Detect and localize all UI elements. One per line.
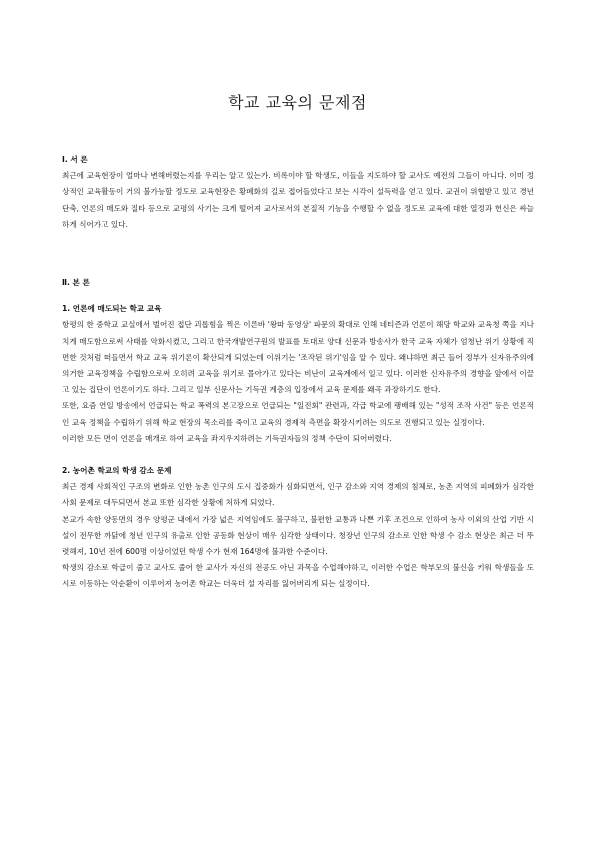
media-paragraph-3: 이러한 모든 면이 언론을 매개로 하여 교육을 좌지우지하려는 기득권자들의 정책 수단이 되어버렸다. — [62, 433, 392, 443]
subsection-heading-rural-schools: 2. 농어촌 학교의 학생 감소 문제 — [62, 466, 172, 476]
section-heading-main: Ⅱ. 본 론 — [62, 278, 90, 288]
rural-paragraph-3: 학생의 감소로 학급이 줄고 교사도 줄어 한 교사가 자신의 전공도 아닌 과목을 수업해야하고, 이러한 수업은 학부모의 불신을 키워 학생들을 도시로 이동하는 악순환이 이루어져 농어촌 학교는 더욱더 설 자리를 잃어버리게 되는 실정이다. — [62, 563, 534, 589]
rural-paragraph-1: 최근 경제 사회적인 구조의 변화로 인한 농촌 인구의 도시 집중화가 심화되면서, 인구 감소와 지역 경제의 침체로, 농촌 지역의 피폐화가 심각한 사회 문제로 대두되면서 본교 또한 심각한 상황에 처하게 되었다. — [62, 482, 534, 508]
rural-paragraph-2: 본교가 속한 양동면의 경우 양평군 내에서 가장 넓은 지역임에도 불구하고, 불편한 교통과 나쁜 기후 조건으로 인하여 농사 이외의 산업 기반 시설이 전무한 까닭에 청년 인구의 유출로 인한 공동화 현상이 매우 심각한 상태이다. 청장년 인구의 감소로 인한 학생 수 감소 현상은 최근 더 뚜렷해져, 10년 전에 600명 이상이었던 학생 수가 현재 164명에 불과한 수준이다. — [62, 514, 534, 557]
section-heading-introduction: Ⅰ. 서 론 — [62, 155, 88, 164]
intro-paragraph: 최근에 교육현장이 얼마나 변해버렸는지를 우리는 알고 있는가. 비록이야 할 학생도, 이들을 지도하야 할 교사도 예전의 그들이 아니다. 이미 정상적인 교육활동이 거의 불가능할 정도로 교육현장은 황폐화의 길로 접어들었다고 보는 시각이 설득력을 얻고 있다. 교권이 위협받고 있고 경년단축, 언론의 매도와 질타 등으로 교평의 사기는 크게 떨어져 교사로서의 본질적 기능을 수행할 수 없을 정도로 교육에 대한 열정과 헌신은 싸늘하게 식어가고 있다. — [62, 171, 534, 229]
subsection-heading-media: 1. 언론에 매도되는 학교 교육 — [62, 304, 162, 314]
media-paragraph-2: 또한, 요즘 연일 방송에서 언급되는 학교 폭력의 본고장으로 언급되는 "일진회" 관련과, 각급 학교에 팽배해 있는 "성적 조작 사건" 등은 언론적인 교육 정책을 수립하기 위해 학교 현장의 목소리를 죽이고 교육의 경제적 측면을 확장시키려는 의도로 진행되고 있는 실정이다. — [62, 401, 534, 427]
media-paragraph-1: 항평의 한 중학교 교실에서 벌어진 접단 괴롭힘을 찍은 이른바 '왕따 동영상' 파문의 확대로 인해 네티즌과 언론이 해당 학교와 교육청 쪽을 지나치게 매도함으로써 사태를 악화시켰고, 그리고 한국개발연구원의 발표를 토대로 양대 신문과 방송사가 한국 교육 자체가 엄청난 위기 상황에 직면한 것처럼 떠들면서 학교 교육 위기론이 확산되게 되었는데 이위기는 '조작된 위기'임을 알 수 있다. 왜냐하면 최근 들어 정부가 신자유주의에 의거한 교육정책을 수립함으로써 오히려 교육을 위기로 몰아가고 있다는 비난이 교육계에서 일고 있다. 이러한 신자유주의 경향을 앞에서 이끌고 있는 집단이 언론이기도 하다. 그리고 일부 신문사는 기득권 계층의 입장에서 교육 문제를 왜곡 과장하기도 한다. — [62, 320, 534, 395]
document-title: 학교 교육의 문제점 — [228, 93, 367, 112]
document-body — [62, 152, 534, 593]
